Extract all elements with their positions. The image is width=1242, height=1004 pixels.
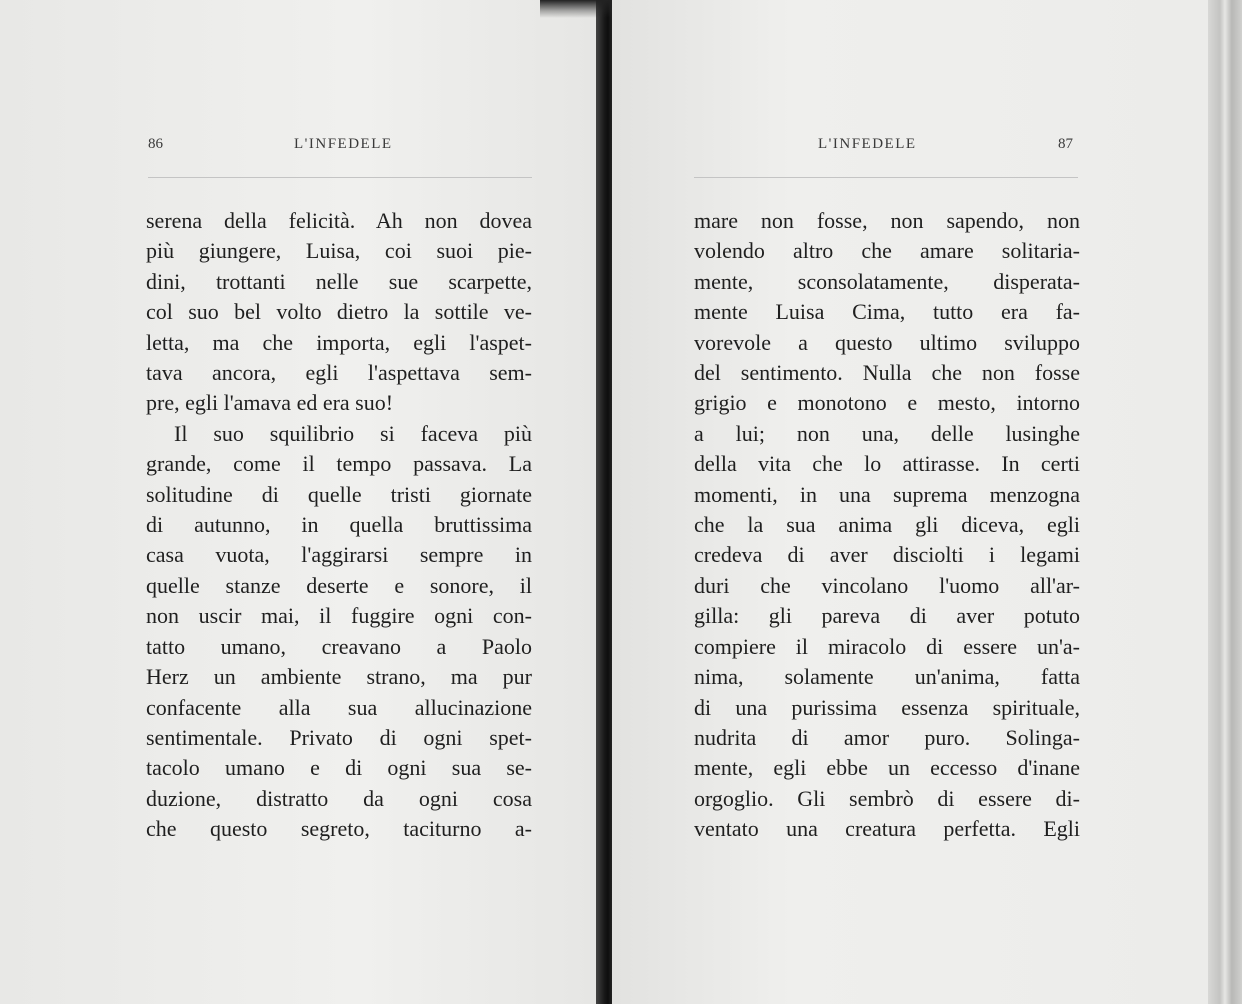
text-line: non uscir mai, il fuggire ogni con- xyxy=(146,603,532,629)
text-line: serena della felicità. Ah non dovea xyxy=(146,208,532,233)
text-line: letta, ma che importa, egli l'aspet- xyxy=(146,329,532,355)
text-line: duri che vincolano l'uomo all'ar- xyxy=(694,572,1080,598)
text-line: del sentimento. Nulla che non fosse xyxy=(694,360,1080,386)
text-line: volendo altro che amare solitaria- xyxy=(694,238,1080,264)
right-running-title: L'INFEDELE xyxy=(818,136,917,152)
text-line: col suo bel volto dietro la sottile ve- xyxy=(146,299,532,325)
right-page-number: 87 xyxy=(1058,136,1073,152)
text-line: vorevole a questo ultimo sviluppo xyxy=(694,329,1080,355)
text-line: più giungere, Luisa, coi suoi pie- xyxy=(146,238,532,264)
text-line: tatto umano, creavano a Paolo xyxy=(146,633,532,659)
text-line: mente, egli ebbe un eccesso d'inane xyxy=(694,755,1080,781)
text-line: nudrita di amor puro. Solinga- xyxy=(694,724,1080,750)
text-line: dini, trottanti nelle sue scarpette, xyxy=(146,268,532,294)
page-stack-edge xyxy=(1208,0,1242,1004)
left-running-title: L'INFEDELE xyxy=(294,136,393,152)
text-line: mare non fosse, non sapendo, non xyxy=(694,208,1080,233)
text-line: mente, sconsolatamente, disperata- xyxy=(694,268,1080,294)
text-line: nima, solamente un'anima, fatta xyxy=(694,664,1080,690)
text-line: sentimentale. Privato di ogni spet- xyxy=(146,724,532,750)
left-page-number: 86 xyxy=(148,136,163,152)
text-line: confacente alla sua allucinazione xyxy=(146,694,532,720)
text-line: quelle stanze deserte e sonore, il xyxy=(146,572,532,598)
text-line: credeva di aver disciolti i legami xyxy=(694,542,1080,568)
right-page xyxy=(612,0,1208,1004)
text-line: Herz un ambiente strano, ma pur xyxy=(146,664,532,690)
text-line: momenti, in una suprema menzogna xyxy=(694,481,1080,507)
text-line: di autunno, in quella bruttissima xyxy=(146,512,532,538)
text-line: di una purissima essenza spirituale, xyxy=(694,694,1080,720)
text-line: della vita che lo attirasse. In certi xyxy=(694,451,1080,477)
text-line: che questo segreto, taciturno a- xyxy=(146,816,532,842)
right-body-text xyxy=(694,206,1080,845)
text-line: tava ancora, egli l'aspettava sem- xyxy=(146,360,532,386)
text-line: orgoglio. Gli sembrò di essere di- xyxy=(694,785,1080,811)
left-body-text xyxy=(146,206,532,845)
right-header-rule xyxy=(694,177,1078,178)
text-line: tacolo umano e di ogni sua se- xyxy=(146,755,532,781)
text-line: gilla: gli pareva di aver potuto xyxy=(694,603,1080,629)
text-line: Il suo squilibrio si faceva più xyxy=(174,420,532,446)
text-line: mente Luisa Cima, tutto era fa- xyxy=(694,299,1080,325)
left-header-rule xyxy=(148,177,532,178)
text-line: duzione, distratto da ogni cosa xyxy=(146,785,532,811)
text-line: pre, egli l'amava ed era suo! xyxy=(146,390,394,416)
left-page xyxy=(0,0,598,1004)
text-line: grande, come il tempo passava. La xyxy=(146,451,532,477)
text-line: a lui; non una, delle lusinghe xyxy=(694,420,1080,446)
text-line: casa vuota, l'aggirarsi sempre in xyxy=(146,542,532,568)
text-line: solitudine di quelle tristi giornate xyxy=(146,481,532,507)
text-line: ventato una creatura perfetta. Egli xyxy=(694,816,1080,842)
text-line: compiere il miracolo di essere un'a- xyxy=(694,633,1080,659)
text-line: grigio e monotono e mesto, intorno xyxy=(694,390,1080,416)
text-line: che la sua anima gli diceva, egli xyxy=(694,512,1080,538)
